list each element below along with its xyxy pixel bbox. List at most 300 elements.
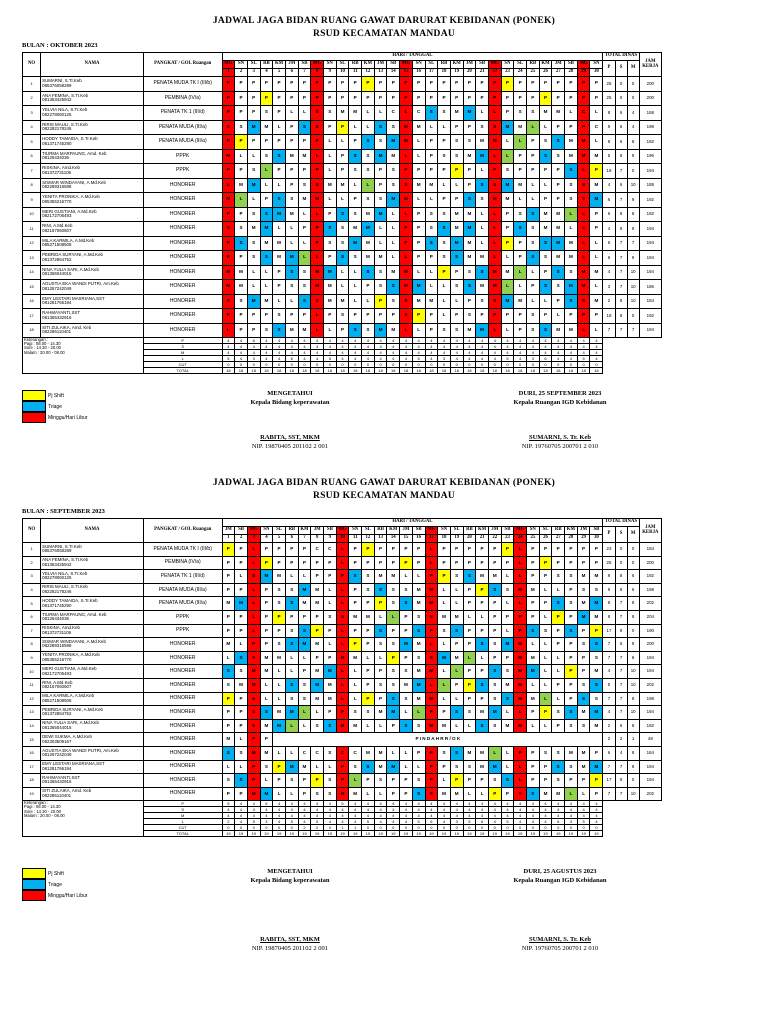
staff-name <box>41 678 144 692</box>
shift-cell: M <box>324 280 337 295</box>
shift-cell: P <box>438 91 451 106</box>
shift-cell: M <box>336 178 349 193</box>
day-name: SL <box>247 61 260 69</box>
shift-cell: P <box>285 120 298 135</box>
shift-cell: L <box>362 719 375 733</box>
day-date: 16 <box>412 535 425 543</box>
staff-rank: PENATA MUDA (III/a) <box>143 135 222 150</box>
shift-cell: L <box>285 719 298 733</box>
day-date: 2 <box>235 535 248 543</box>
shift-cell: L <box>527 638 540 652</box>
count-cell: 4 <box>311 807 324 813</box>
count-cell: 4 <box>450 356 463 362</box>
shift-cell: P <box>488 610 501 624</box>
shift-cell: P <box>488 543 501 557</box>
keterangan-pagi: Pagi : 08.00 - 14.30 <box>24 341 61 347</box>
table-row <box>23 719 662 733</box>
day-date: 15 <box>400 535 413 543</box>
count-cell: 4 <box>235 813 248 819</box>
staff-name-text: HODDY TAMAIDA, S.Tr.Keb <box>42 136 98 142</box>
schedule-month: BULAN : OKTOBER 2023 <box>22 42 98 49</box>
shift-cell: C <box>577 106 590 121</box>
row-number: 7 <box>23 624 41 638</box>
shift-cell: P <box>298 556 311 570</box>
count-cell: 19 <box>222 831 235 837</box>
count-cell: 18 <box>362 368 375 374</box>
total-sore: 4 <box>615 746 627 760</box>
staff-phone: 081365044015 <box>42 725 72 731</box>
table-row <box>23 106 662 121</box>
shift-cell: L <box>463 787 476 801</box>
count-cell: 4 <box>527 801 540 807</box>
shift-cell: L <box>273 222 286 237</box>
shift-cell: P <box>438 706 451 720</box>
shift-cell: P <box>590 746 603 760</box>
shift-cell: P <box>565 692 578 706</box>
count-cell: 4 <box>565 801 578 807</box>
shift-cell: M <box>501 638 514 652</box>
shift-cell: S <box>527 207 540 222</box>
shift-cell: P <box>247 135 260 150</box>
count-cell: 19 <box>552 831 565 837</box>
shift-cell: M <box>324 265 337 280</box>
shift-cell: P <box>324 624 337 638</box>
count-cell: 4 <box>488 801 501 807</box>
shift-cell: S <box>235 236 248 251</box>
count-cell: 4 <box>311 813 324 819</box>
count-cell: 4 <box>590 356 603 362</box>
count-cell: 4 <box>565 813 578 819</box>
shift-cell: L <box>539 120 552 135</box>
shift-cell: L <box>577 236 590 251</box>
shift-cell: M <box>514 665 527 679</box>
shift-cell: S <box>298 692 311 706</box>
total-sore: 0 <box>615 556 627 570</box>
row-number: 1 <box>23 77 41 92</box>
shift-cell: S <box>450 323 463 338</box>
shift-cell: L <box>349 774 362 788</box>
shift-cell: P <box>412 251 425 266</box>
count-cell: 0 <box>324 825 337 831</box>
shift-cell: S <box>222 120 235 135</box>
shift-cell: S <box>362 570 375 584</box>
count-cell: 0 <box>235 825 248 831</box>
shift-cell: S <box>247 706 260 720</box>
shift-cell: M <box>247 787 260 801</box>
table-row <box>23 222 662 237</box>
total-malam: 8 <box>627 760 639 774</box>
shift-cell: L <box>273 294 286 309</box>
day-date: 30 <box>590 535 603 543</box>
shift-cell: S <box>476 265 489 280</box>
shift-cell: M <box>324 178 337 193</box>
shift-cell: S <box>539 624 552 638</box>
shift-cell: M <box>565 280 578 295</box>
total-sore: 0 <box>615 543 627 557</box>
shift-cell: L <box>565 106 578 121</box>
schedule-title: JADWAL JAGA BIDAN RUANG GAWAT DARURAT KEBIDANAN (PONEK) <box>212 16 556 26</box>
shift-cell: L <box>362 651 375 665</box>
shift-cell: M <box>425 665 438 679</box>
count-cell: 0 <box>501 825 514 831</box>
shift-cell: M <box>222 193 235 208</box>
total-malam: 9 <box>627 193 639 208</box>
shift-cell: P <box>235 309 248 324</box>
shift-cell: M <box>222 733 235 747</box>
shift-cell: M <box>590 706 603 720</box>
shift-cell: P <box>247 309 260 324</box>
total-malam: 10 <box>627 678 639 692</box>
shift-cell: M <box>235 280 248 295</box>
day-name: KM <box>539 61 552 69</box>
shift-cell: M <box>349 787 362 801</box>
day-name: SB <box>590 527 603 535</box>
staff-name <box>41 135 144 150</box>
row-number: 6 <box>23 149 41 164</box>
count-cell: 0 <box>324 362 337 368</box>
day-date: 28 <box>565 535 578 543</box>
day-name: KM <box>273 61 286 69</box>
count-cell: 4 <box>235 338 248 344</box>
day-date: 16 <box>412 69 425 77</box>
staff-name-text: TIURMA MARPAUNG, Amd. Keb <box>42 611 107 617</box>
shift-cell: P <box>565 120 578 135</box>
shift-cell: P <box>565 543 578 557</box>
total-malam: 9 <box>627 610 639 624</box>
shift-cell: S <box>463 280 476 295</box>
day-date: 3 <box>247 535 260 543</box>
total-pagi: 4 <box>603 178 615 193</box>
shift-cell: P <box>222 719 235 733</box>
shift-cell: L <box>387 746 400 760</box>
count-cell: 19 <box>349 831 362 837</box>
shift-cell: M <box>273 236 286 251</box>
jam-kerja: 192 <box>639 719 661 733</box>
staff-name-text: HODDY TAMAIDA, S.Tr.Keb <box>42 598 98 604</box>
day-date: 14 <box>387 69 400 77</box>
day-name: KM <box>298 527 311 535</box>
shift-cell: M <box>501 120 514 135</box>
shift-cell: P <box>501 556 514 570</box>
shift-cell: L <box>438 280 451 295</box>
day-date: 25 <box>527 69 540 77</box>
staff-name-text: EMY LESTARI MASRIANA,SST <box>42 761 105 767</box>
staff-name <box>41 774 144 788</box>
shift-cell: L <box>222 178 235 193</box>
count-cell: 4 <box>450 801 463 807</box>
count-cell: 4 <box>311 801 324 807</box>
shift-cell: L <box>285 570 298 584</box>
count-cell: 4 <box>412 350 425 356</box>
day-date: 19 <box>450 535 463 543</box>
count-cell: 19 <box>273 831 286 837</box>
day-name: MG <box>400 61 413 69</box>
shift-cell: S <box>247 251 260 266</box>
shift-cell: L <box>476 164 489 179</box>
count-cell: 0 <box>273 362 286 368</box>
staff-name <box>41 193 144 208</box>
shift-cell: S <box>298 280 311 295</box>
total-pagi: 17 <box>603 774 615 788</box>
shift-cell: P <box>527 570 540 584</box>
shift-cell: M <box>349 106 362 121</box>
staff-phone: 082172706493 <box>42 213 72 219</box>
shift-cell: M <box>285 149 298 164</box>
staff-phone: 081365432916 <box>42 779 72 785</box>
shift-cell: M <box>362 746 375 760</box>
day-name: SN <box>412 61 425 69</box>
total-pagi: 7 <box>603 323 615 338</box>
shift-cell: M <box>488 135 501 150</box>
count-cell: 4 <box>400 801 413 807</box>
shift-cell: L <box>400 106 413 121</box>
shift-cell: M <box>374 149 387 164</box>
jam-kerja: 188 <box>639 178 661 193</box>
day-name: RB <box>438 61 451 69</box>
shift-cell: M <box>501 178 514 193</box>
shift-cell: S <box>450 760 463 774</box>
shift-cell: S <box>539 323 552 338</box>
shift-cell: M <box>222 265 235 280</box>
shift-cell: M <box>273 651 286 665</box>
shift-cell: M <box>552 236 565 251</box>
keterangan-pagi: Pagi : 08.00 - 14.30 <box>24 804 61 810</box>
shift-cell: M <box>450 222 463 237</box>
shift-cell: M <box>311 638 324 652</box>
shift-cell: L <box>324 760 337 774</box>
count-cell: 4 <box>285 807 298 813</box>
staff-rank: HONORER <box>143 251 222 266</box>
total-malam: 6 <box>627 570 639 584</box>
count-cell: 18 <box>235 368 248 374</box>
count-cell: 0 <box>476 362 489 368</box>
shift-cell: P <box>450 309 463 324</box>
shift-cell: M <box>539 222 552 237</box>
count-cell: 0 <box>374 362 387 368</box>
shift-cell: L <box>514 280 527 295</box>
row-number: 1 <box>23 543 41 557</box>
staff-phone: 081363425942 <box>42 97 72 103</box>
shift-cell: P <box>450 638 463 652</box>
day-date: 25 <box>527 535 540 543</box>
shift-cell: P <box>260 597 273 611</box>
shift-cell: M <box>374 706 387 720</box>
total-sore: 7 <box>615 651 627 665</box>
shift-cell: P <box>412 207 425 222</box>
shift-cell: S <box>438 251 451 266</box>
shift-cell: P <box>463 178 476 193</box>
staff-phone: 085271508508 <box>42 697 72 703</box>
day-name: SN <box>590 61 603 69</box>
shift-cell: S <box>374 638 387 652</box>
jam-kerja: 194 <box>639 774 661 788</box>
jam-kerja: 164 <box>639 746 661 760</box>
shift-cell: L <box>285 651 298 665</box>
count-cell: 4 <box>501 807 514 813</box>
shift-cell: L <box>324 638 337 652</box>
shift-cell: L <box>590 323 603 338</box>
shift-cell: M <box>527 665 540 679</box>
row-number: 7 <box>23 164 41 179</box>
shift-cell: M <box>311 193 324 208</box>
total-sore: 8 <box>615 294 627 309</box>
staff-rank: HONORER <box>143 280 222 295</box>
shift-cell: P <box>349 638 362 652</box>
count-cell: 0 <box>438 362 451 368</box>
shift-cell: S <box>488 178 501 193</box>
shift-cell: M <box>463 207 476 222</box>
shift-cell: M <box>349 236 362 251</box>
shift-cell: P <box>425 251 438 266</box>
count-cell: 0 <box>425 825 438 831</box>
shift-cell: L <box>298 207 311 222</box>
count-cell: 0 <box>565 362 578 368</box>
shift-cell: M <box>412 638 425 652</box>
row-number: 4 <box>23 120 41 135</box>
shift-cell: L <box>260 678 273 692</box>
shift-cell: S <box>450 706 463 720</box>
shift-cell: M <box>285 706 298 720</box>
shift-cell: P <box>349 556 362 570</box>
row-number: 5 <box>23 135 41 150</box>
shift-cell: S <box>247 570 260 584</box>
shift-cell: L <box>273 787 286 801</box>
shift-cell: S <box>273 323 286 338</box>
count-cell: 4 <box>273 819 286 825</box>
shift-cell: M <box>501 719 514 733</box>
shift-cell: L <box>235 760 248 774</box>
shift-cell: P <box>577 309 590 324</box>
shift-cell: L <box>362 178 375 193</box>
count-cell: 5 <box>222 801 235 807</box>
count-cell: 19 <box>425 831 438 837</box>
shift-cell: P <box>539 774 552 788</box>
staff-rank: HONORER <box>143 733 222 747</box>
shift-cell: S <box>349 164 362 179</box>
shift-cell: P <box>235 787 248 801</box>
shift-cell: P <box>374 665 387 679</box>
shift-cell: L <box>400 251 413 266</box>
shift-cell: P <box>527 706 540 720</box>
staff-name <box>41 597 144 611</box>
count-cell: 4 <box>222 338 235 344</box>
shift-cell: M <box>235 597 248 611</box>
staff-phone: 08126434036 <box>42 155 69 161</box>
shift-cell: L <box>374 651 387 665</box>
shift-cell: P <box>514 91 527 106</box>
total-malam: 10 <box>627 706 639 720</box>
shift-cell: P <box>552 178 565 193</box>
shift-cell: S <box>273 583 286 597</box>
count-cell: 0 <box>222 825 235 831</box>
shift-cell: L <box>324 164 337 179</box>
shift-cell: S <box>527 323 540 338</box>
total-pagi: 23 <box>603 543 615 557</box>
schedule-table <box>22 52 662 374</box>
staff-rank: HONORER <box>143 207 222 222</box>
count-cell: 4 <box>438 819 451 825</box>
shift-cell: P <box>514 149 527 164</box>
count-cell: 4 <box>476 813 489 819</box>
shift-cell: P <box>450 120 463 135</box>
count-cell: 4 <box>336 819 349 825</box>
count-cell: 0 <box>260 362 273 368</box>
shift-cell: L <box>324 583 337 597</box>
shift-cell: M <box>514 294 527 309</box>
count-cell: 4 <box>387 338 400 344</box>
shift-cell: P <box>235 706 248 720</box>
row-number: 4 <box>23 583 41 597</box>
shift-cell: P <box>514 746 527 760</box>
count-cell: 5 <box>336 801 349 807</box>
shift-cell: P <box>425 149 438 164</box>
jam-kerja: 194 <box>639 251 661 266</box>
shift-cell: M <box>590 570 603 584</box>
jam-kerja: 202 <box>639 597 661 611</box>
shift-cell: S <box>577 719 590 733</box>
count-cell: 4 <box>247 801 260 807</box>
day-name: JM <box>400 527 413 535</box>
shift-cell: S <box>222 665 235 679</box>
shift-cell: S <box>577 692 590 706</box>
count-cell: 4 <box>539 350 552 356</box>
shift-cell: P <box>527 149 540 164</box>
shift-cell: L <box>438 597 451 611</box>
shift-cell: L <box>539 665 552 679</box>
keterangan-sore: Sore : 14.30 - 20.00 <box>24 808 62 814</box>
shift-cell: L <box>501 135 514 150</box>
shift-cell: P <box>311 624 324 638</box>
staff-name <box>41 236 144 251</box>
shift-cell: L <box>539 610 552 624</box>
shift-cell: M <box>374 760 387 774</box>
total-malam: 9 <box>627 149 639 164</box>
shift-cell: M <box>235 265 248 280</box>
day-name: SN <box>260 527 273 535</box>
shift-cell: M <box>349 719 362 733</box>
shift-cell: S <box>362 323 375 338</box>
jam-kerja: 194 <box>639 222 661 237</box>
shift-cell: P <box>311 651 324 665</box>
shift-cell: S <box>311 787 324 801</box>
shift-cell: L <box>412 193 425 208</box>
shift-cell: P <box>476 309 489 324</box>
shift-cell: L <box>425 678 438 692</box>
shift-cell: P <box>285 91 298 106</box>
staff-phone: 081371745290 <box>42 602 72 608</box>
shift-cell: P <box>476 665 489 679</box>
count-code: CUT <box>143 362 222 368</box>
count-cell: 0 <box>400 362 413 368</box>
shift-cell: S <box>565 760 578 774</box>
count-cell: 0 <box>235 362 248 368</box>
shift-cell: P <box>552 120 565 135</box>
total-pagi: 8 <box>603 135 615 150</box>
shift-cell: P <box>235 583 248 597</box>
shift-cell: P <box>222 135 235 150</box>
day-name: RB <box>285 527 298 535</box>
shift-cell: S <box>425 207 438 222</box>
staff-name-text: RISKINA, Amd.Keb <box>42 625 80 631</box>
shift-cell: M <box>514 719 527 733</box>
count-cell: 4 <box>527 813 540 819</box>
day-date: 8 <box>311 535 324 543</box>
shift-cell: P <box>235 251 248 266</box>
total-malam: 0 <box>627 91 639 106</box>
total-sore: 9 <box>615 774 627 788</box>
shift-cell: C <box>590 120 603 135</box>
count-cell: 0 <box>362 825 375 831</box>
